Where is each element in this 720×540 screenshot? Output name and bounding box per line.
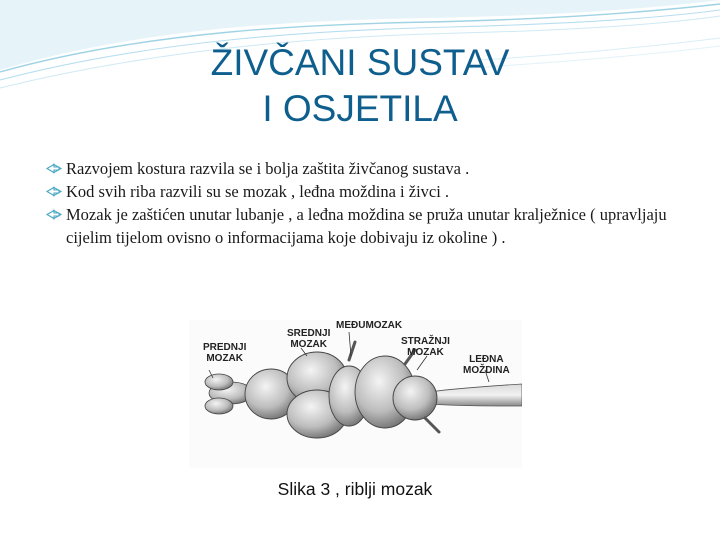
bullet-arrow-icon	[44, 180, 64, 203]
label-text: MOŽDINA	[463, 365, 510, 376]
bullet-item	[44, 203, 684, 249]
label-text: MOZAK	[206, 353, 244, 364]
label-ledna-mozdina	[463, 354, 510, 376]
title-line-2: I OSJETILA	[262, 88, 458, 129]
figure-caption: Slika 3 , riblji mozak	[277, 479, 433, 499]
bullet-text: Razvojem kostura razvila se i bolja zaštita živčanog sustava .	[66, 159, 470, 178]
label-text: PREDNJI	[203, 342, 247, 353]
label-text: MOZAK	[290, 339, 328, 350]
bullet-list	[44, 157, 684, 249]
bullet-item	[44, 157, 684, 180]
fish-brain-figure	[189, 320, 522, 468]
label-strazni-mozak	[401, 336, 450, 358]
label-text: MEĐUMOZAK	[336, 320, 403, 331]
bullet-arrow-icon	[44, 203, 64, 226]
slide-title	[0, 40, 720, 132]
title-line-1: ŽIVČANI SUSTAV	[210, 42, 510, 83]
label-text: STRAŽNJI	[401, 336, 450, 347]
bullet-text: Mozak je zaštićen unutar lubanje , a leđna moždina se pruža unutar kralježnice ( upravljaju cijelim tijelom ovisno o informacijama koje dobivaju iz okoline ) .	[66, 205, 667, 247]
label-text: MOZAK	[407, 347, 444, 358]
bullet-arrow-icon	[44, 157, 64, 180]
label-text: SREDNJI	[287, 328, 331, 339]
label-text: LEĐNA	[469, 354, 504, 365]
label-srednji-mozak	[287, 328, 330, 350]
label-medumozak	[336, 320, 402, 331]
bullet-item	[44, 180, 684, 203]
bullet-text: Kod svih riba razvili su se mozak , leđna moždina i živci .	[66, 182, 450, 201]
label-prednji-mozak	[203, 342, 246, 364]
